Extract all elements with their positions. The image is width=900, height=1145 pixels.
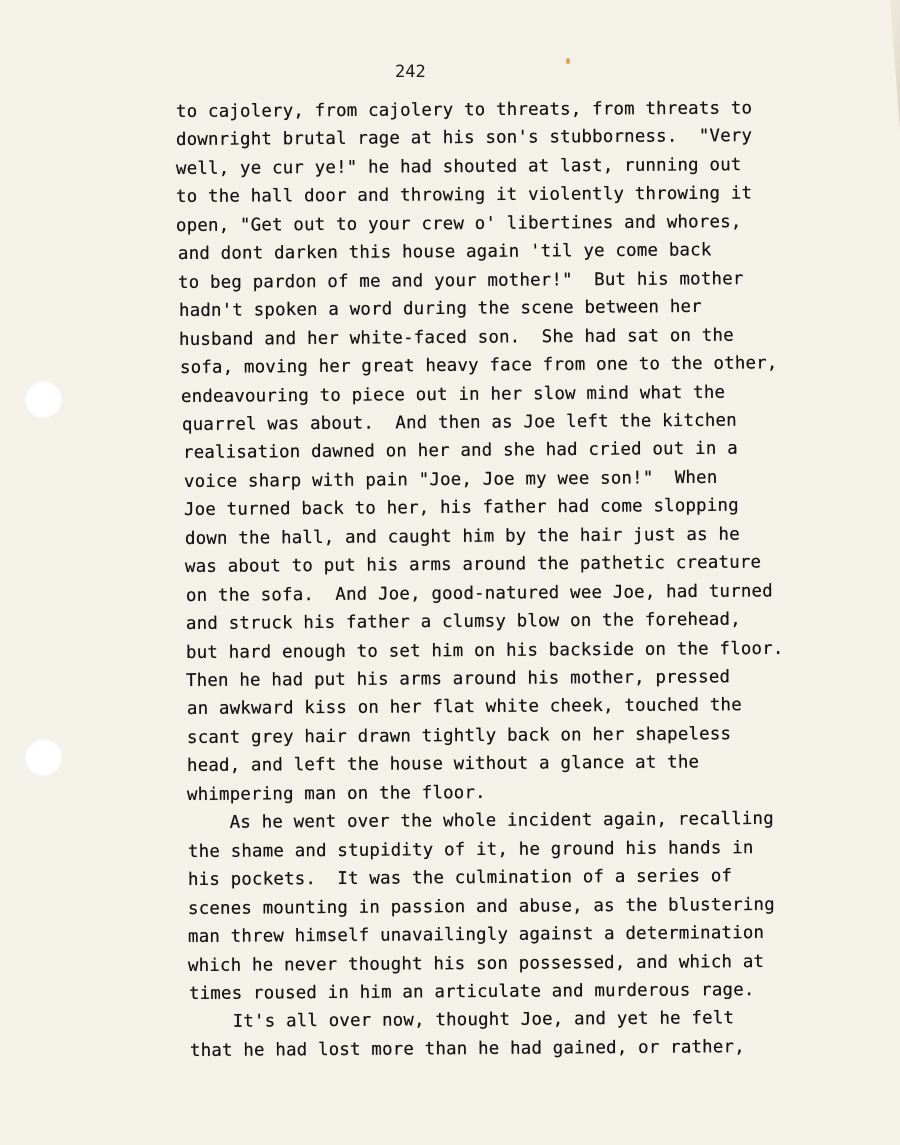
text-line: whimpering man on the floor. <box>186 782 486 805</box>
text-line: sofa, moving her great heavy face from one to the other, <box>179 353 778 379</box>
text-line: and dont darken this house again 'til ye come back <box>177 240 712 265</box>
text-line: scant grey hair drawn tightly back on her shapeless <box>186 724 732 748</box>
text-line: hadn't spoken a word during the scene between her <box>178 297 702 322</box>
text-line: well, ye cur ye!" he had shouted at last, running out <box>175 154 742 179</box>
punch-hole-upper <box>24 380 62 418</box>
text-line: Then he had put his arms around his mother, pressed <box>185 667 731 691</box>
text-line: times roused in him an articulate and murderous rage. <box>188 979 755 1004</box>
text-line: was about to put his arms around the pathetic creature <box>184 552 762 578</box>
text-line: Joe turned back to her, his father had come slopping <box>183 495 739 521</box>
text-line: to beg pardon of me and your mother!" But his mother <box>177 268 744 293</box>
text-line: endeavouring to piece out in her slow mind what the <box>180 382 726 407</box>
text-line: downright brutal rage at his son's stubborness. "Very <box>175 126 753 151</box>
text-line: down the hall, and caught him by the hair just as he <box>184 524 740 549</box>
text-line: but hard enough to set him on his backside on the floor. <box>185 638 784 663</box>
text-line: As he went over the whole incident again, recalling <box>186 809 774 834</box>
text-line: on the sofa. And Joe, good-natured wee Joe, had turned <box>185 581 773 606</box>
text-line: head, and left the house without a glance at the <box>186 752 700 777</box>
text-line: realisation dawned on her and she had cried out in a <box>182 439 738 464</box>
text-line: to cajolery, from cajolery to threats, from threats to <box>175 98 753 122</box>
text-line: the shame and stupidity of it, he ground his hands in <box>187 837 754 862</box>
text-line: scenes mounting in passion and abuse, as the blustering <box>187 894 775 919</box>
page-number: 242 <box>395 62 426 82</box>
text-line: voice sharp with pain "Joe, Joe my wee son!" When <box>183 467 718 492</box>
text-line: husband and her white-faced son. She had sat on the <box>178 325 734 350</box>
text-line: to the hall door and throwing it violently throwing it <box>175 183 753 208</box>
text-line: an awkward kiss on her flat white cheek, touched the <box>186 695 742 720</box>
text-line: man threw himself unavailingly against a determination <box>187 923 765 948</box>
text-line: which he never thought his son possessed, and which at <box>187 951 765 976</box>
text-line: that he had lost more than he had gained, or rather, <box>189 1036 745 1061</box>
text-line: quarrel was about. And then as Joe left the kitchen <box>181 410 737 435</box>
text-line: and struck his father a clumsy blow on the forehead, <box>185 609 741 635</box>
page-corner-fold <box>866 0 900 130</box>
text-line: his pockets. It was the culmination of a series of <box>187 866 733 891</box>
punch-hole-lower <box>24 738 62 776</box>
ink-speck <box>566 58 570 64</box>
text-line: It's all over now, thought Joe, and yet he felt <box>189 1008 735 1033</box>
text-line: open, "Get out to your crew o' libertines and whores, <box>175 211 742 236</box>
